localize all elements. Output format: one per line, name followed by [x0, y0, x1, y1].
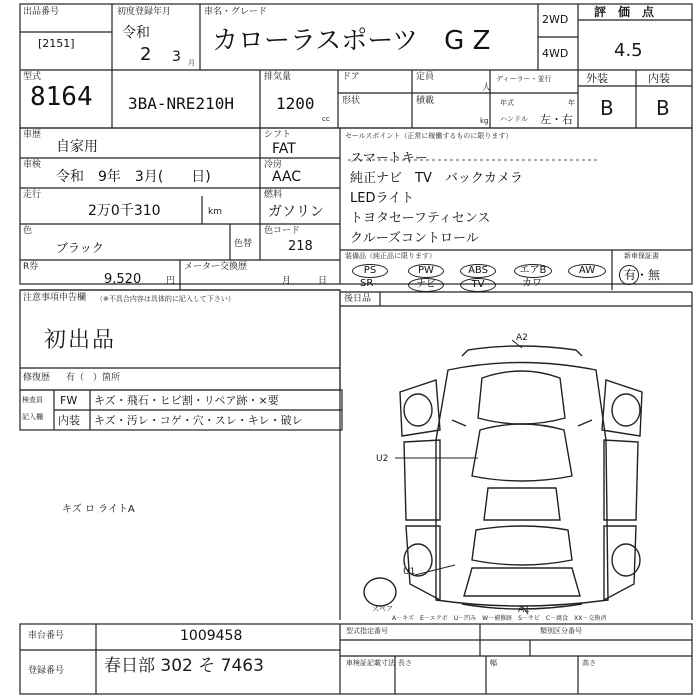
new-warranty-value: 有・無	[624, 268, 661, 282]
door-label: ドア	[342, 72, 360, 82]
interior-grade: B	[656, 96, 670, 120]
type-cert-label: 型式指定番号	[346, 627, 388, 635]
inspector-label-top: 検査員	[22, 396, 43, 404]
meter-change-label: メーター交換歴	[184, 262, 248, 272]
era: 令和	[122, 25, 150, 41]
capacity-unit: 人	[482, 83, 492, 93]
month-unit: 月	[188, 59, 195, 67]
shift-value: FAT	[272, 141, 296, 157]
mileage-value: 2万0千310	[88, 203, 161, 219]
fw-label: FW	[60, 394, 78, 407]
history-label: 車歴	[23, 130, 42, 140]
class-label: 類別区分番号	[540, 627, 582, 635]
handle-label: ハンドル	[500, 115, 528, 123]
equip-aw: AW	[568, 264, 606, 278]
displacement-value: 1200	[276, 94, 315, 113]
spare-tire-icon	[364, 578, 396, 606]
chassis-value: 1009458	[180, 628, 243, 644]
equip-navi: ナビ	[408, 278, 444, 292]
sales-point: 純正ナビ TV バックカメラ	[350, 171, 523, 186]
year-label: 年式	[500, 99, 514, 107]
equipment-title: 装備品（純正品に限ります）	[345, 252, 436, 260]
ac-label: 冷房	[264, 160, 283, 170]
sales-point: クルーズコントロール	[350, 231, 479, 246]
car-diagram	[395, 340, 642, 614]
car-name: カローラスポーツ G Z	[212, 26, 491, 56]
inspection-value: 令和 9年 3月( 日)	[56, 169, 211, 185]
recycle-unit: 円	[166, 276, 176, 286]
notice-sub: （※不具合内容は具体的に記入して下さい）	[96, 295, 235, 303]
capacity-label: 定員	[416, 72, 435, 82]
equip-abs: ABS	[460, 264, 496, 278]
notice-label: 注意事項申告欄	[23, 293, 87, 303]
inspector-label-bottom: 記入欄	[22, 413, 43, 421]
first-reg-label: 初度登録年月	[117, 7, 172, 17]
repair-value: 有（ ）箇所	[66, 373, 121, 383]
inspector-remark: キズ ロ ライトA	[62, 504, 135, 515]
drive-4wd: 4WD	[542, 47, 569, 60]
color-change-label: 色替	[234, 239, 253, 249]
reg-year: 2	[140, 44, 152, 65]
height-label: 高さ	[582, 659, 596, 667]
sales-point: スマートキー	[350, 151, 428, 166]
displacement-label: 排気量	[264, 72, 292, 82]
reg-number-label: 登録番号	[28, 666, 65, 676]
color-code-label: 色コード	[264, 226, 301, 236]
lot-label: 出品番号	[23, 7, 60, 17]
year-unit: 年	[568, 99, 575, 107]
diagram-legend: A－キズ E－エクボ U－凹み W－補修跡 S－サビ C－腐食 XX－交換済	[392, 615, 607, 622]
sales-point: LEDライト	[350, 191, 415, 206]
dims-label: 車検証記載寸法	[346, 659, 395, 667]
recycle-value: 9,520	[104, 272, 142, 287]
reg-month: 3	[172, 49, 181, 65]
equip-ps: PS	[352, 264, 388, 278]
dealer-label: ディーラー・並行	[496, 75, 552, 83]
meter-change-day: 月 日	[282, 276, 328, 286]
equip-airbag: エアB	[514, 264, 552, 278]
sales-title: セールスポイント（正常に稼働するものに限ります）	[345, 132, 513, 140]
shift-label: シフト	[264, 130, 292, 140]
inspection-label: 車検	[23, 160, 42, 170]
equip-sr: SR	[360, 278, 374, 289]
load-label: 積載	[416, 96, 435, 106]
notice-stamp: 初出品	[44, 328, 117, 353]
color-label: 色	[23, 226, 33, 236]
lot-number: 8164	[30, 82, 93, 112]
fw-items: キズ・飛石・ヒビ割・リペア跡・×要	[94, 394, 279, 407]
shape-label: 形状	[342, 96, 361, 106]
interior-check-items: キズ・汚レ・コゲ・穴・スレ・キレ・破レ	[94, 414, 303, 427]
spare-label: スペア	[372, 605, 393, 613]
color-code: 218	[288, 239, 313, 254]
fuel-label: 燃料	[264, 190, 283, 200]
exterior-label: 外装	[586, 72, 608, 85]
score-value: 4.5	[614, 40, 643, 61]
equip-leather: カワ	[522, 278, 542, 289]
repair-label: 修復歴	[23, 373, 51, 383]
score-label: 評 価 点	[594, 5, 655, 19]
displacement-unit: cc	[322, 115, 330, 123]
handle-value: 左・右	[540, 113, 573, 126]
interior-label: 内装	[648, 72, 670, 85]
color-value: ブラック	[56, 241, 104, 255]
ac-value: AAC	[272, 169, 302, 185]
reg-number-value: 春日部 302 そ 7463	[104, 656, 264, 676]
chassis-label: 車台番号	[28, 631, 65, 641]
load-unit: kg	[480, 117, 489, 125]
new-warranty-label: 新車保証書	[624, 252, 659, 260]
model-value: 3BA-NRE210H	[128, 94, 234, 113]
damage-note-u2: U2	[376, 454, 389, 464]
lot-sub: [2151]	[38, 37, 75, 50]
damage-note-u1: U1	[403, 567, 416, 577]
mileage-unit: km	[208, 207, 222, 217]
width-label: 幅	[490, 659, 497, 667]
history-value: 自家用	[56, 139, 98, 155]
interior-check-label: 内装	[58, 414, 80, 427]
diagram-title: 後日品	[344, 294, 372, 304]
model-label: 型式	[23, 72, 42, 82]
warranty-circle	[619, 265, 639, 285]
car-name-label: 車名・グレード	[204, 7, 268, 17]
drive-2wd: 2WD	[542, 13, 569, 26]
sales-point: トヨタセーフティセンス	[350, 211, 491, 226]
exterior-grade: B	[600, 96, 614, 120]
damage-note-a2: A2	[516, 333, 528, 343]
equip-pw: PW	[408, 264, 444, 278]
mileage-label: 走行	[23, 190, 42, 200]
damage-note-a1: A1	[518, 605, 530, 615]
fuel-value: ガソリン	[268, 204, 324, 220]
length-label: 長さ	[398, 659, 412, 667]
equip-tv: TV	[460, 278, 496, 292]
recycle-label: R券	[23, 262, 39, 272]
